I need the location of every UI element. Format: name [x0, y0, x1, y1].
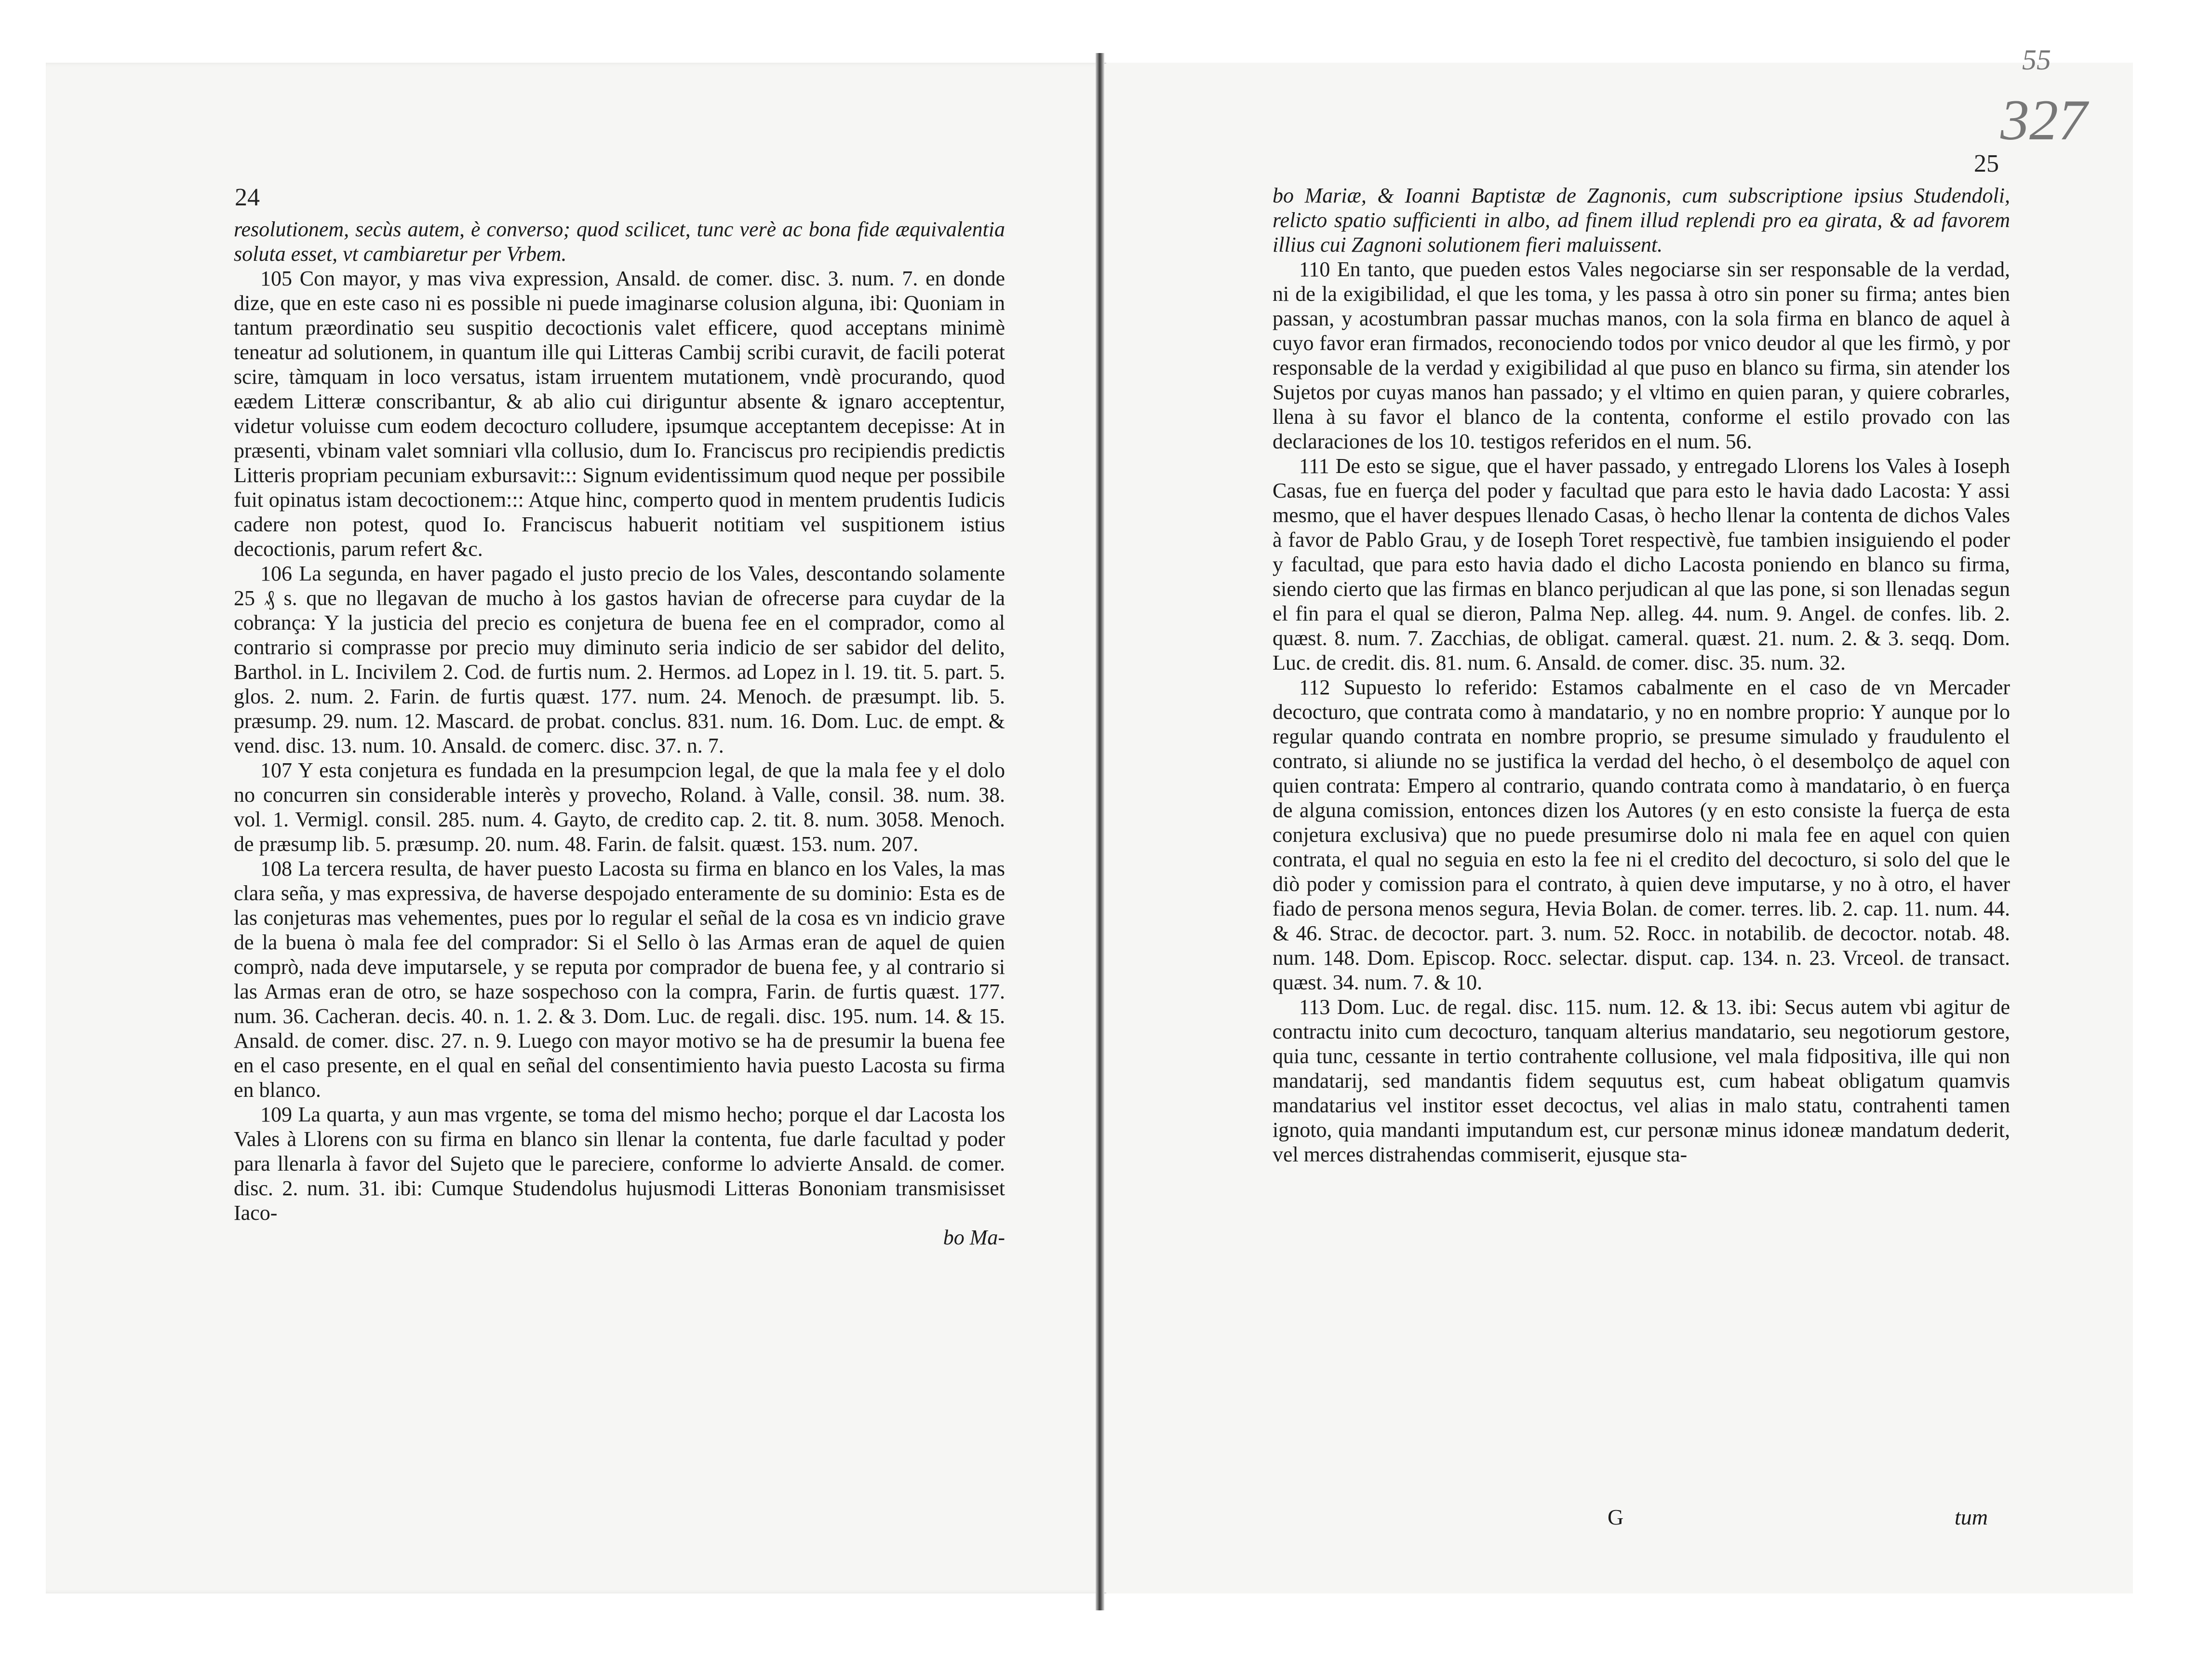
left-page — [46, 63, 1104, 1593]
left-paragraph: resolutionem, secùs autem, è converso; quod scilicet, tunc verè ac bona fide æquivalentia soluta esset, vt cambiaretur per Vrbem. — [234, 217, 1005, 266]
left-paragraph: 105 Con mayor, y mas viva expression, Ansald. de comer. disc. 3. num. 7. en donde dize, que en este caso ni es possible ni puede imaginarse colusion alguna, ibi: Quoniam in tantum præordinatio seu suspitio decoctionis valet efficere, quod acceptans minimè teneatur ad solutionem, in quantum ille qui Litteras Cambij scribi curavit, de facili poterat scire, tàmquam in loco versatus, istam irruentem mutationem, vndè procurando, quod eædem Litteræ conscribantur, & ab alio cui diriguntur absente & ignaro acceptentur, videtur voluisse cum eodem decocturo colludere, ipsumque acceptantem decepisse: At in præsenti, vbinam valet somniari vlla collusio, dum Io. Franciscus pro recipiendis predictis Litteris propriam pecuniam exbursavit::: Signum evidentissimum quod neque per possibile fuit opinatus istam decoctionem::: Atque hinc, comperto quod in mentem prudentis Iudicis cadere non potest, quod Io. Franciscus habuerit notitiam vel suspitionem istius decoctionis, parum refert &c. — [234, 267, 1005, 561]
right-paragraph: 110 En tanto, que pueden estos Vales negociarse sin ser responsable de la verdad, ni de la exigibilidad, el que les toma, y les passa à otro sin poner su firma; antes bien passan, y acostumbran passar muchas manos, con la sola firma en blanco de aquel à cuyo favor eran firmados, reconociendo todos por vnico deudor al que les firmò, y por responsable de la verdad y exigibilidad al que puso en blanco su firma, sin atender los Sujetos por cuyas manos han passado; y el vltimo en quien paran, y quiere cobrarles, llena à su favor el blanco de la contenta, conforme el estilo provado con las declaraciones de los 10. testigos referidos en el num. 56. — [1273, 257, 2010, 453]
left-catchword: bo Ma- — [943, 1226, 1005, 1249]
pencil-folio-small: 55 — [2022, 44, 2051, 76]
right-paragraph: 113 Dom. Luc. de regal. disc. 115. num. 12. & 13. ibi: Secus autem vbi agitur de contractu inito cum decocturo, tanquam alterius mandatario, seu negotiorum gestore, quia tunc, cessante in tertio contrahente collusione, vel mala fidpositiva, ille qui non mandatarij, sed mandantis fidem sequutus est, cum habeat obligatum quamvis mandatarius vel institor esset decoctus, vel alias in malo statu, contrahenti tamen ignoto, quia mandanti imputandum est, cur personæ minus idoneæ mandatum dederit, vel merces distrahendas commiserit, ejusque sta- — [1273, 995, 2010, 1166]
right-paragraph: 111 De esto se sigue, que el haver passado, y entregado Llorens los Vales à Ioseph Casas, fue en fuerça del poder y facultad que para esto le havia dado Lacosta: Y assi mesmo, que el haver despues llenado Casas, ò hecho llenar la contenta de dichos Vales à favor de Pablo Grau, y de Ioseph Toret respectivè, fue tambien insiguiendo el poder y facultad, que para esto havia dado el dicho Lacosta poniendo en blanco su firma, siendo cierto que las firmas en blanco perjudican al que las pone, si son llenadas segun el fin para el qual se dieron, Palma Nep. alleg. 44. num. 9. Angel. de confes. lib. 2. quæst. 8. num. 7. Zacchias, de obligat. cameral. quæst. 21. num. 2. & 3. seqq. Dom. Luc. de credit. dis. 81. num. 6. Ansald. de comer. disc. 35. num. 32. — [1273, 454, 2010, 675]
book-gutter — [1096, 53, 1104, 1610]
right-catchword: tum — [1955, 1505, 1988, 1529]
left-paragraph: 109 La quarta, y aun mas vrgente, se toma del mismo hecho; porque el dar Lacosta los Vales à Llorens con su firma en blanco sin llenar la contenta, fue darle facultad y poder para llenarla à favor del Sujeto que le pareciere, conforme lo advierte Ansald. de comer. disc. 2. num. 31. ibi: Cumque Studendolus hujusmodi Litteras Bononiam transmisisset Iaco- — [234, 1103, 1005, 1225]
right-page-text — [1273, 183, 2010, 1167]
signature-mark: G — [1608, 1505, 1624, 1529]
right-page-number: 25 — [1974, 150, 1999, 177]
book-spread — [46, 63, 2133, 1593]
left-page-number: 24 — [235, 184, 260, 211]
right-paragraph: bo Mariæ, & Ioanni Baptistæ de Zagnonis, cum subscriptione ipsius Studendoli, relicto spatio sufficienti in albo, ad finem illud replendi pro ea girata, & ad favorem illius cui Zagnoni solutionem fieri maluissent. — [1273, 184, 2010, 256]
left-paragraph: 108 La tercera resulta, de haver puesto Lacosta su firma en blanco en los Vales, la mas clara seña, y mas expressiva, de haverse despojado enteramente de su dominio: Esta es de las conjeturas mas vehementes, pues por lo regular el señal de la cosa es vn indicio grave de la buena ò mala fee del comprador: Si el Sello ò las Armas eran de aquel de quien comprò, nada deve imputarsele, y se reputa por comprador de buena fee, y al contrario si las Armas eran de otro, se haze sospechoso con la compra, Farin. de furtis quæst. 177. num. 36. Cacheran. decis. 40. n. 1. 2. & 3. Dom. Luc. de regali. disc. 195. num. 14. & 15. Ansald. de comer. disc. 27. n. 9. Luego con mayor motivo se ha de presumir la buena fee en el caso presente, en el qual en señal del consentimiento havia puesto Lacosta su firma en blanco. — [234, 857, 1005, 1102]
right-page — [1106, 63, 2133, 1593]
left-page-text — [234, 217, 1005, 1250]
left-paragraph: 107 Y esta conjetura es fundada en la presumpcion legal, de que la mala fee y el dolo no concurren sin considerable interès y provecho, Roland. à Valle, consil. 38. num. 38. vol. 1. Vermigl. consil. 285. num. 4. Gayto, de credito cap. 2. tit. 8. num. 3058. Menoch. de præsump lib. 5. præsump. 20. num. 48. Farin. de falsit. quæst. 153. num. 207. — [234, 758, 1005, 856]
right-paragraph: 112 Supuesto lo referido: Estamos cabalmente en el caso de vn Mercader decocturo, que contrata como à mandatario, y no en nombre proprio: Y aunque por lo regular quando contrata en nombre proprio, se presume simulado y fraudulento el contrato, si aliunde no se justifica la verdad del hecho, ò el desembolço de aquel con quien contrata: Empero al contrario, quando contrata como à mandatario, ò en fuerça de alguna comission, entonces dizen los Autores (y en esto consiste la fuerça de esta conjetura exclusiva) que no puede presumirse dolo ni mala fee en aquel con quien contrata, el qual no seguia en esto la fee ni el credito del decocturo, si solo del que le diò poder y comission para el contrato, à quien deve imputarse, y no à otro, el haver fiado de persona menos segura, Hevia Bolan. de comer. terres. lib. 2. cap. 11. num. 44. & 46. Strac. de decoctor. part. 3. num. 52. Rocc. in notabilib. de decoctor. notab. 48. num. 148. Dom. Episcop. Rocc. selectar. disput. cap. 134. n. 23. Vrceol. de transact. quæst. 34. num. 7. & 10. — [1273, 675, 2010, 994]
left-paragraph: 106 La segunda, en haver pagado el justo precio de los Vales, descontando solamente 25 ₰ s. que no llegavan de mucho à los gastos havian de ofrecerse para cuydar de la cobrança: Y la justicia del precio es conjetura de buena fee en el comprador, como al contrario si comprasse por precio muy diminuto seria indicio de ser sabidor del delito, Barthol. in L. Incivilem 2. Cod. de furtis num. 2. Hermos. ad Lopez in l. 19. tit. 5. part. 5. glos. 2. num. 2. Farin. de furtis quæst. 177. num. 24. Menoch. de præsumpt. lib. 5. præsump. 29. num. 12. Mascard. de probat. conclus. 831. num. 16. Dom. Luc. de empt. & vend. disc. 13. num. 10. Ansald. de comerc. disc. 37. n. 7. — [234, 562, 1005, 757]
pencil-folio-large: 327 — [2000, 88, 2087, 152]
